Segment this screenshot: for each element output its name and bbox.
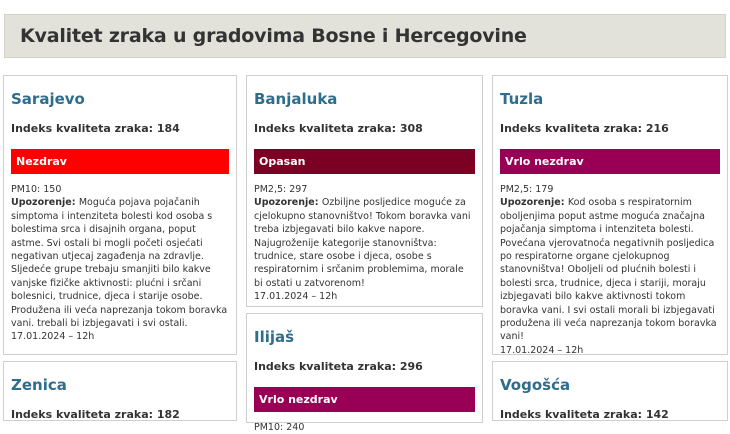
aqi-value: 184 [156,122,180,135]
warning-body: Ozbiljne posljedice moguće za cjelokupno stanovništvo! Tokom boravka vani treba izbjegavati bilo kakve napore. [254,197,471,236]
warning-label: Upozorenje [500,197,561,209]
pm-value: PM10: 240 [254,422,305,433]
city-name[interactable]: Sarajevo [11,90,85,108]
status-badge: Vrlo nezdrav [500,149,720,174]
pm-value: PM2,5: 297 [254,184,308,195]
warning-body: Kod osoba s respiratornim oboljenjima poput astme moguća značajna pojačanja simptoma i intenziteta bolesti. Povećana vjerovatnoća negativnih posljedica po respiratorne organe cjelokupnog stanovništva! Oboljeli od plućnih bolesti i bolesti srca, trudnice, djeca i stariji, moraju izbjegavati bilo kakve aktivnosti tokom boravka vani. I svi ostali morali bi izbjegavati produžena ili veća naprezanja tokom boravka vani! [500,197,717,343]
pm-value: PM2,5: 179 [500,184,554,195]
timestamp: 17.01.2024 – 12h [500,344,584,356]
aqi-label: Indeks kvaliteta zraka: [11,408,154,421]
city-name[interactable]: Tuzla [500,90,544,108]
aqi-label: Indeks kvaliteta zraka: [254,122,397,135]
aqi-line [11,408,229,421]
aqi-line [254,360,475,373]
page-title: Kvalitet zraka u gradovima Bosne i Hercegovine [20,25,527,47]
aqi-value: 296 [399,360,423,373]
aqi-value: 182 [156,408,180,421]
city-card-vogosca [492,361,728,421]
timestamp: 17.01.2024 – 12h [11,331,95,343]
warning-label: Upozorenje [254,197,315,209]
aqi-value: 308 [399,122,423,135]
aqi-label: Indeks kvaliteta zraka: [254,360,397,373]
city-card-banjaluka [246,75,483,307]
aqi-value: 216 [645,122,669,135]
city-card-tuzla [492,75,728,355]
city-name[interactable]: Zenica [11,376,67,394]
status-badge: Opasan [254,149,475,174]
aqi-line [254,122,475,135]
city-card-sarajevo [3,75,237,355]
city-card-ilijas [246,313,483,433]
note-text: Sljedeće grupe trebaju smanjiti bilo kakve vanjske fizičke aktivnosti: plućni i srčani bolesnici, trudnice, djeca i starije osobe. Produžena ili veća naprezanja tokom boravka vani. trebali bi izbjegavati i svi ostali. [11,264,228,330]
aqi-label: Indeks kvaliteta zraka: [11,122,154,135]
warning-label: Upozorenje [11,197,72,209]
note-text: Najugroženije kategorije stanovništva: trudnice, stare osobe i djeca, osobe s respiratornim i srčanim problemima, morale bi ostati u zatvorenom! [254,237,464,289]
status-badge: Vrlo nezdrav [254,387,475,412]
aqi-line [500,408,720,421]
aqi-label: Indeks kvaliteta zraka: [500,122,643,135]
warning-body: Moguća pojava pojačanih simptoma i intenziteta bolesti kod osoba s bolestima srca i disajnih organa, poput astme. Svi ostali bi mogli početi osjećati negativan utjecaj zagađenja na zdravlje. [11,197,213,263]
timestamp: 17.01.2024 – 12h [254,291,338,303]
city-name[interactable]: Vogošća [500,376,571,394]
warning-text: Upozorenje: Kod osoba s respiratornim oboljenjima poput astme moguća značajna pojačanja simptoma i intenziteta bolesti. Povećana vjerovatnoća negativnih posljedica po respiratorne organe cjelokupnog stanovništva! Oboljeli od plućnih bolesti i bolesti srca, trudnice, djeca i stariji, moraju izbjegavati bilo kakve aktivnosti tokom boravka vani. I svi ostali morali bi izbjegavati produžena ili veća naprezanja tokom boravka vani! [500,197,717,343]
page-header [4,14,726,58]
city-card-zenica [3,361,237,421]
warning-text: Upozorenje: Moguća pojava pojačanih simptoma i intenziteta bolesti kod osoba s bolestima srca i disajnih organa, poput astme. Svi ostali bi mogli početi osjećati negativan utjecaj zagađenja na zdravlje. [11,197,213,263]
aqi-line [500,122,720,135]
status-badge: Nezdrav [11,149,229,174]
aqi-line [11,122,229,135]
city-name[interactable]: Ilijaš [254,328,295,346]
city-name[interactable]: Banjaluka [254,90,338,108]
pm-value: PM10: 150 [11,184,62,195]
aqi-label: Indeks kvaliteta zraka: [500,408,643,421]
aqi-value: 142 [645,408,669,421]
warning-text: Upozorenje: Ozbiljne posljedice moguće za cjelokupno stanovništvo! Tokom boravka vani treba izbjegavati bilo kakve napore. [254,197,471,236]
